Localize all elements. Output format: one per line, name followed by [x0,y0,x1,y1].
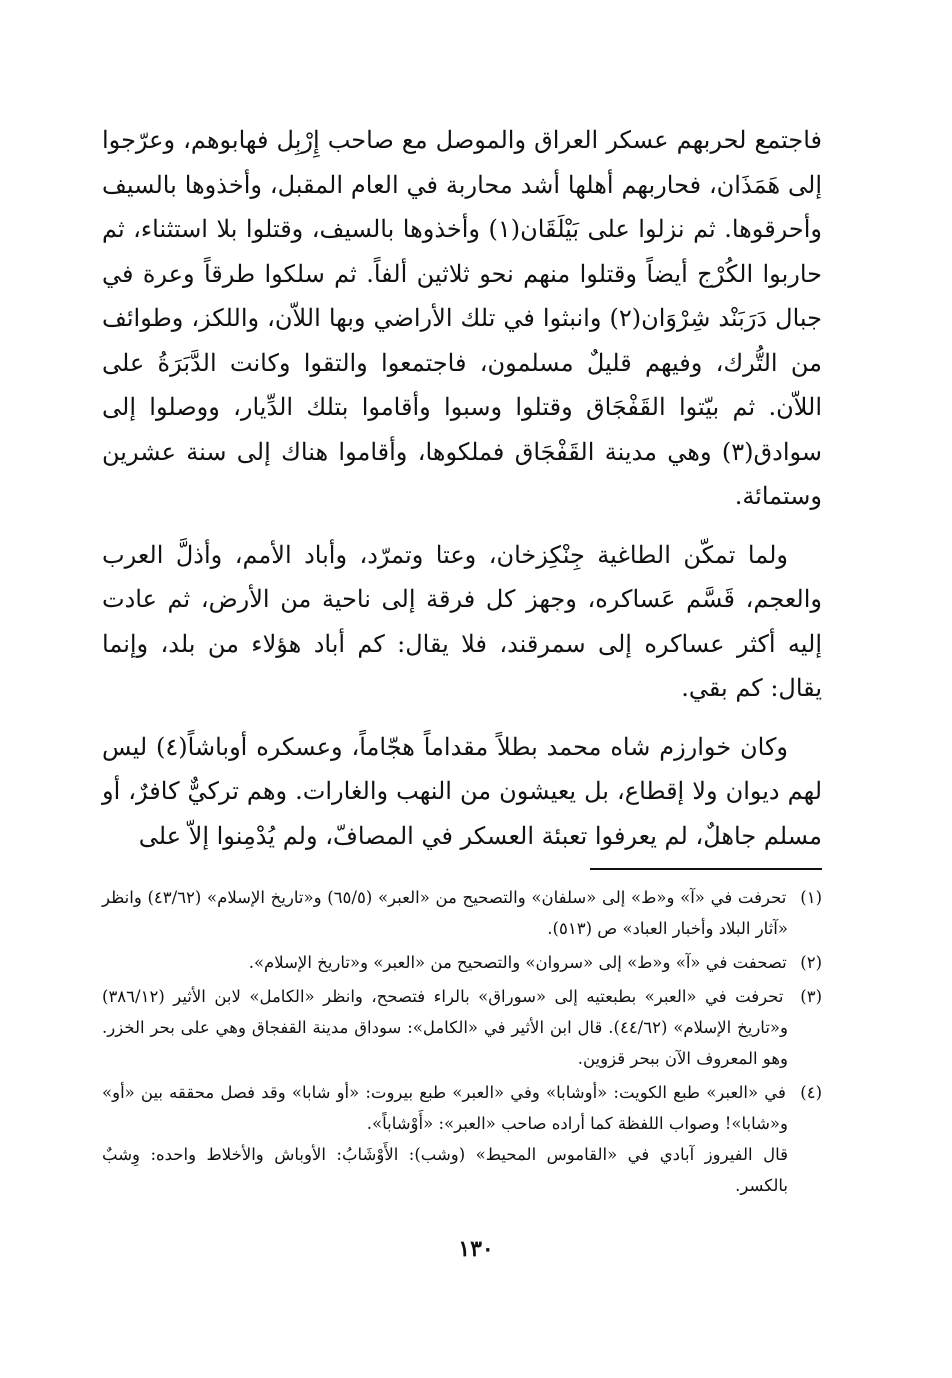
footnote-text: تحرفت في «العبر» بطبعتيه إلى «سوراق» بالراء فتصحح، وانظر «الكامل» لابن الأثير (٣٨٦/١٢) و«تاريخ الإسلام» (٤٤/٦٢). قال ابن الأثير في «الكامل»: سوداق مدينة القفجاق وهي على بحر الخزر. وهو المعروف الآن ببحر قزوين. [102,987,788,1068]
footnote-3 [102,981,822,1074]
footnote-number: (٤) [800,1083,822,1102]
paragraph-1: فاجتمع لحربهم عسكر العراق والموصل مع صاحب إِرْبِل فهابوهم، وعرّجوا إلى هَمَذَان، فحاربهم أهلها أشد محاربة في العام المقبل، وأخذوها بالسيف وأحرقوها. ثم نزلوا على بَيْلَقَان(١) وأخذوها بالسيف، وقتلوا بلا استثناء، ثم حاربوا الكُرْج أيضاً وقتلوا منهم نحو ثلاثين ألفاً. ثم سلكوا طرقاً وعرة في جبال دَرَبَنْد شِرْوَان(٢) وانبثوا في تلك الأراضي وبها اللاّن، واللكز، وطوائف من التُّرك، وفيهم قليلٌ مسلمون، فاجتمعوا والتقوا وكانت الدَّبَرَةُ على اللاّن. ثم بيّتوا القَفْجَاق وقتلوا وسبوا وأقاموا بتلك الدِّيار، ووصلوا إلى سوادق(٣) وهي مدينة القَفْجَاق فملكوها، وأقاموا هناك إلى سنة عشرين وستمائة. [102,126,823,510]
footnote-2 [102,947,822,978]
footnote-number: (٢) [800,953,822,972]
footnote-4 [102,1077,822,1139]
footnotes [102,882,822,1201]
main-text [102,118,822,858]
footnote-text: تصحفت في «آ» و«ط» إلى «سروان» والتصحيح من «العبر» و«تاريخ الإسلام». [248,953,787,972]
footnote-4-continuation: قال الفيروز آبادي في «القاموس المحيط» (وشب): الأَوْشَابُ: الأوباش والأخلاط واحده: وِشبٌ بالكسر. [102,1145,788,1195]
footnote-separator [590,868,822,870]
paragraph-2: ولما تمكّن الطاغية جِنْكِزخان، وعتا وتمرّد، وأباد الأمم، وأذلَّ العرب والعجم، قَسَّم عَساكره، وجهز كل فرقة إلى ناحية من الأرض، ثم عادت إليه أكثر عساكره إلى سمرقند، فلا يقال: كم أباد هؤلاء من بلد، وإنما يقال: كم بقي. [102,540,822,702]
footnote-number: (١) [800,888,823,907]
footnote-text: تحرفت في «آ» و«ط» إلى «سلفان» والتصحيح من «العبر» (٦٥/٥) و«تاريخ الإسلام» (٤٣/٦٢) وانظر «آثار البلاد وأخبار العباد» ص (٥١٣). [102,888,788,938]
paragraph-3: وكان خوارزم شاه محمد بطلاً مقداماً هجّاماً، وعسكره أوباشاً(٤) ليس لهم ديوان ولا إقطاع، بل يعيشون من النهب والغارات. وهم تركيٌّ كافرٌ، أو مسلم جاهلٌ، لم يعرفوا تعبئة العسكر في المصافّ، ولم يُدْمِنوا إلاّ على [102,732,822,850]
footnote-1 [102,882,822,944]
footnote-number: (٣) [800,987,822,1006]
footnote-text: في «العبر» طبع الكويت: «أوشابا» وفي «العبر» طبع بيروت: «أو شابا» وقد فصل محققه بين «أو» و«شابا»! وصواب اللفظة كما أراده صاحب «العبر»: «أَوْشاباً». [102,1083,788,1133]
page-number: ١٣٠ [458,1236,494,1262]
